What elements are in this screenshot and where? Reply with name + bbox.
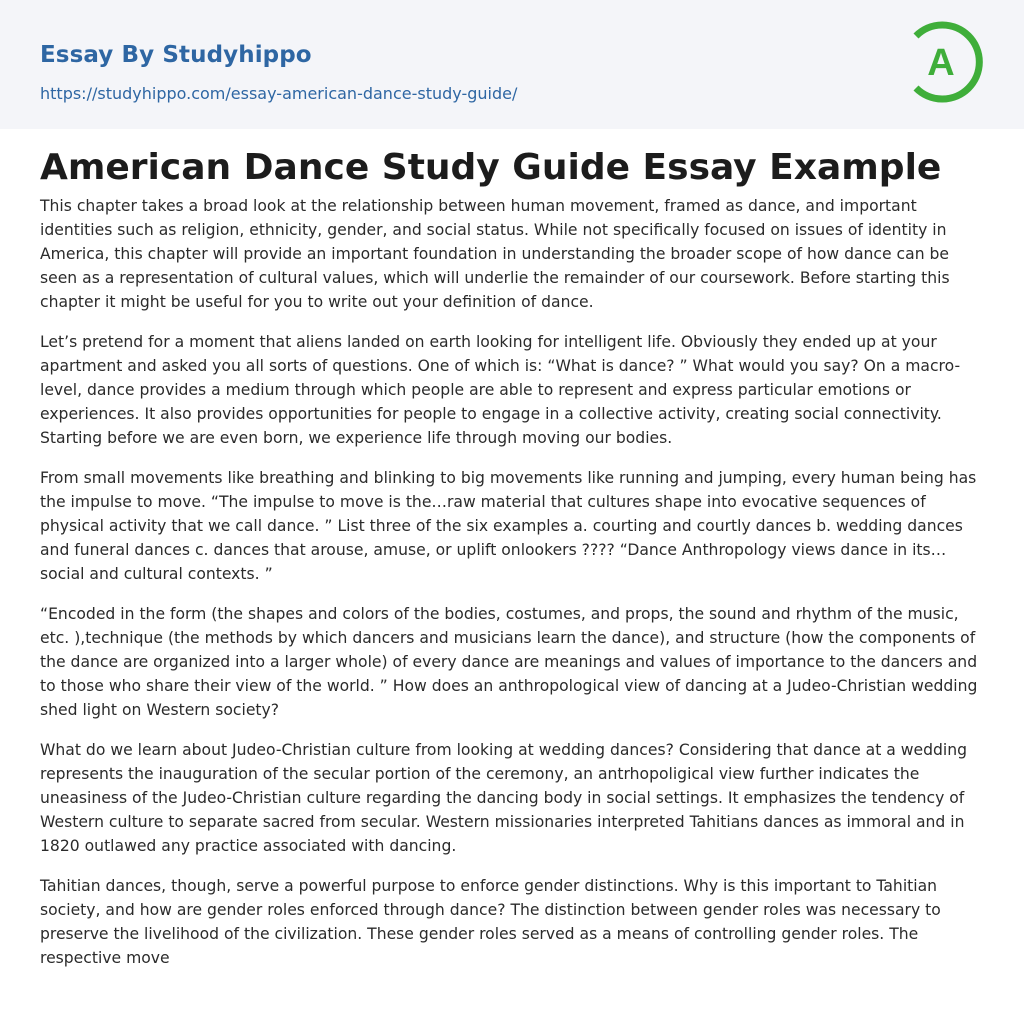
essay-paragraph: “Encoded in the form (the shapes and colors of the bodies, costumes, and props, the sound and rhythm of the music, etc. ),technique (the methods by which dancers and musicians learn the dance), and structure (how the components of the dance are organized into a larger whole) of every dance are meanings and values of importance to the dancers and to those who share their view of the world. ” How does an anthropological view of dancing at a Judeo-Christian wedding shed light on Western society? bbox=[40, 605, 978, 719]
site-brand[interactable]: Essay By Studyhippo bbox=[40, 42, 312, 68]
page-header bbox=[0, 0, 1024, 129]
essay-url-link[interactable]: https://studyhippo.com/essay-american-dance-study-guide/ bbox=[40, 84, 518, 103]
essay-paragraph: Tahitian dances, though, serve a powerful purpose to enforce gender distinctions. Why is this important to Tahitian society, and how are gender roles enforced through dance? The distinction between gender roles was necessary to preserve the livelihood of the civilization. These gender roles served as a means of controlling gender roles. The respective move bbox=[40, 877, 941, 967]
essay-body bbox=[40, 194, 984, 986]
essay-paragraph: What do we learn about Judeo-Christian culture from looking at wedding dances? Considering that dance at a wedding represents the inauguration of the secular portion of the ceremony, an antrhopoligical view further indicates the uneasiness of the Judeo-Christian culture regarding the dancing body in social settings. It emphasizes the tendency of Western culture to separate sacred from secular. Western missionaries interpreted Tahitians dances as immoral and in 1820 outlawed any practice associated with dancing. bbox=[40, 741, 968, 855]
essay-paragraph: From small movements like breathing and blinking to big movements like running and jumping, every human being has the impulse to move. “The impulse to move is the…raw material that cultures shape into evocative sequences of physical activity that we call dance. ” List three of the six examples a. courting and courtly dances b. wedding dances and funeral dances c. dances that arouse, amuse, or uplift onlookers ???? “Dance Anthropology views dance in its…social and cultural contexts. ” bbox=[40, 469, 977, 583]
essay-paragraph: Let’s pretend for a moment that aliens landed on earth looking for intelligent life. Obviously they ended up at your apartment and asked you all sorts of questions. One of which is: “What is dance? ” What would you say? On a macro-level, dance provides a medium through which people are able to represent and express particular emotions or experiences. It also provides opportunities for people to engage in a collective activity, creating social connectivity. Starting before we are even born, we experience life through moving our bodies. bbox=[40, 333, 961, 447]
studyhippo-logo-icon[interactable] bbox=[904, 18, 988, 106]
page-title: American Dance Study Guide Essay Example bbox=[40, 147, 942, 188]
logo-letter: A bbox=[927, 42, 955, 84]
essay-paragraph: This chapter takes a broad look at the relationship between human movement, framed as dance, and important identities such as religion, ethnicity, gender, and social status. While not specifically focused on issues of identity in America, this chapter will provide an important foundation in understanding the broader scope of how dance can be seen as a representation of cultural values, which will underlie the remainder of our coursework. Before starting this chapter it might be useful for you to write out your definition of dance. bbox=[40, 197, 950, 311]
